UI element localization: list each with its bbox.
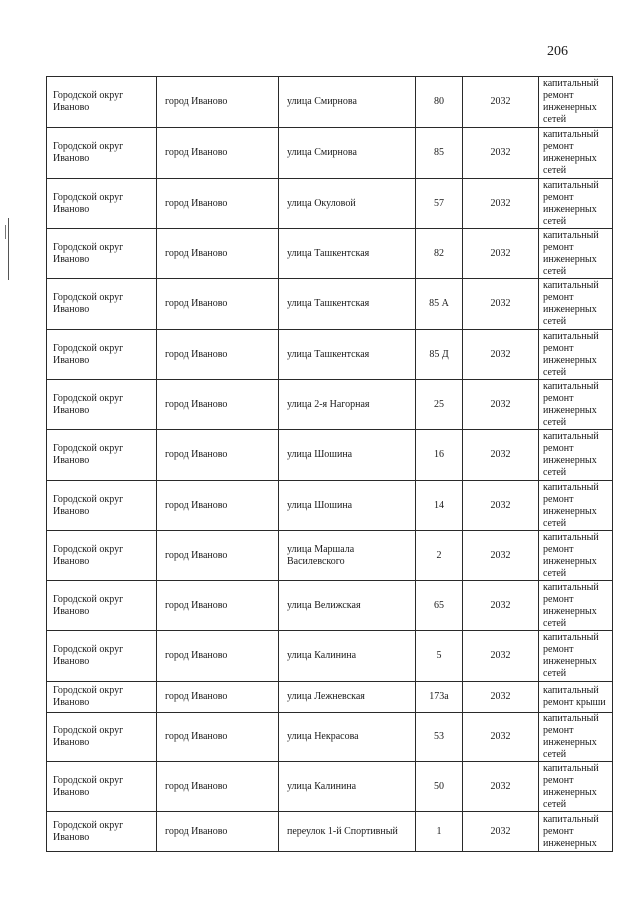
district-cell xyxy=(47,430,157,481)
margin-mark xyxy=(8,218,9,280)
year-cell: 2032 xyxy=(463,380,539,430)
district-cell xyxy=(47,581,157,631)
work-type-cell xyxy=(539,279,613,330)
district-line: Городской округ xyxy=(53,493,124,505)
street-cell: улица Лежневская xyxy=(279,682,416,713)
district-line: Иваново xyxy=(53,737,90,748)
work-type-cell xyxy=(539,713,613,762)
street-cell: улица Некрасова xyxy=(279,713,416,762)
work-type-line: капитальный xyxy=(543,179,599,191)
year-cell: 2032 xyxy=(463,77,539,128)
street-cell: улица Ташкентская xyxy=(279,330,416,380)
city-cell: город Иваново xyxy=(157,531,279,581)
work-type-line: инженерных xyxy=(543,737,597,748)
work-type-cell xyxy=(539,330,613,380)
work-type-cell xyxy=(539,481,613,531)
street-cell: улица Шошина xyxy=(279,481,416,531)
house-number-cell: 5 xyxy=(416,631,463,682)
work-type-line: инженерных xyxy=(543,837,597,849)
house-number-cell: 65 xyxy=(416,581,463,631)
table-row xyxy=(47,330,613,380)
work-type-cell xyxy=(539,430,613,481)
city-cell: город Иваново xyxy=(157,279,279,330)
city-cell: город Иваново xyxy=(157,380,279,430)
district-cell xyxy=(47,631,157,682)
district-line: Городской округ xyxy=(53,644,124,655)
table-row xyxy=(47,762,613,812)
street-cell: улица Смирнова xyxy=(279,128,416,179)
city-cell: город Иваново xyxy=(157,481,279,531)
work-type-line: ремонт xyxy=(543,90,574,101)
work-type-cell xyxy=(539,380,613,430)
district-cell xyxy=(47,762,157,812)
district-line: Иваново xyxy=(53,102,90,113)
district-cell xyxy=(47,77,157,128)
work-type-line: капитальный xyxy=(543,229,599,241)
work-type-cell xyxy=(539,229,613,279)
work-type-line: ремонт xyxy=(543,593,574,605)
work-type-line: капитальный xyxy=(543,481,599,493)
table-row xyxy=(47,631,613,682)
work-type-line: инженерных xyxy=(543,253,597,265)
work-type-line: инженерных xyxy=(543,304,597,315)
district-cell xyxy=(47,682,157,713)
street-cell: улица Маршала Василевского xyxy=(279,531,416,581)
year-cell: 2032 xyxy=(463,179,539,229)
district-line: Городской округ xyxy=(53,685,124,696)
district-cell xyxy=(47,713,157,762)
street-cell: улица Калинина xyxy=(279,762,416,812)
city-cell: город Иваново xyxy=(157,179,279,229)
work-type-line: капитальный xyxy=(543,380,599,392)
work-type-line: ремонт xyxy=(543,825,574,837)
work-type-line: ремонт xyxy=(543,443,574,454)
house-number-cell: 16 xyxy=(416,430,463,481)
work-type-cell xyxy=(539,128,613,179)
work-type-line: сетей xyxy=(543,316,567,327)
table-row xyxy=(47,812,613,852)
work-type-line: сетей xyxy=(543,165,567,176)
house-number-cell: 50 xyxy=(416,762,463,812)
work-type-line: ремонт xyxy=(543,292,574,303)
work-type-line: ремонт крыши xyxy=(543,697,606,708)
street-cell: улица Калинина xyxy=(279,631,416,682)
page-number: 206 xyxy=(547,44,568,59)
house-number-cell: 57 xyxy=(416,179,463,229)
work-type-line: ремонт xyxy=(543,493,574,505)
table-row xyxy=(47,229,613,279)
house-number-cell: 25 xyxy=(416,380,463,430)
street-cell: улица Ташкентская xyxy=(279,229,416,279)
work-type-line: капитальный xyxy=(543,632,599,643)
district-line: Иваново xyxy=(53,656,90,667)
work-type-cell xyxy=(539,77,613,128)
work-type-line: инженерных xyxy=(543,605,597,617)
year-cell: 2032 xyxy=(463,762,539,812)
year-cell: 2032 xyxy=(463,430,539,481)
district-line: Иваново xyxy=(53,605,90,617)
city-cell: город Иваново xyxy=(157,128,279,179)
work-type-cell xyxy=(539,531,613,581)
city-cell: город Иваново xyxy=(157,77,279,128)
street-cell: улица Шошина xyxy=(279,430,416,481)
street-cell: улица Велижская xyxy=(279,581,416,631)
work-type-line: сетей xyxy=(543,567,567,579)
year-cell: 2032 xyxy=(463,531,539,581)
work-type-line: инженерных xyxy=(543,786,597,798)
table-row xyxy=(47,581,613,631)
work-type-cell xyxy=(539,762,613,812)
table-row xyxy=(47,531,613,581)
table-row xyxy=(47,128,613,179)
work-type-line: капитальный xyxy=(543,280,599,291)
district-line: Иваново xyxy=(53,697,90,708)
work-type-line: ремонт xyxy=(543,543,574,555)
district-cell xyxy=(47,380,157,430)
work-type-line: сетей xyxy=(543,798,567,810)
district-line: Иваново xyxy=(53,354,90,366)
house-number-cell: 85 А xyxy=(416,279,463,330)
work-type-line: сетей xyxy=(543,517,567,529)
year-cell: 2032 xyxy=(463,279,539,330)
house-number-cell: 14 xyxy=(416,481,463,531)
work-type-line: сетей xyxy=(543,617,567,629)
work-type-line: инженерных xyxy=(543,354,597,366)
street-cell: улица Ташкентская xyxy=(279,279,416,330)
district-cell xyxy=(47,481,157,531)
work-type-line: инженерных xyxy=(543,404,597,416)
district-line: Иваново xyxy=(53,505,90,517)
district-line: Иваново xyxy=(53,203,90,215)
district-line: Городской округ xyxy=(53,725,124,736)
city-cell: город Иваново xyxy=(157,330,279,380)
work-type-line: капитальный xyxy=(543,129,599,140)
district-line: Иваново xyxy=(53,455,90,466)
table-row xyxy=(47,682,613,713)
work-type-cell xyxy=(539,812,613,852)
table-row xyxy=(47,713,613,762)
year-cell: 2032 xyxy=(463,128,539,179)
table-row xyxy=(47,77,613,128)
work-type-line: капитальный xyxy=(543,431,599,442)
work-type-line: ремонт xyxy=(543,392,574,404)
table-row xyxy=(47,380,613,430)
city-cell: город Иваново xyxy=(157,682,279,713)
district-line: Городской округ xyxy=(53,342,124,354)
street-cell: улица Окуловой xyxy=(279,179,416,229)
house-number-cell: 85 Д xyxy=(416,330,463,380)
housing-repair-table xyxy=(46,76,613,852)
district-line: Иваново xyxy=(53,404,90,416)
year-cell: 2032 xyxy=(463,581,539,631)
work-type-cell xyxy=(539,631,613,682)
work-type-line: ремонт xyxy=(543,774,574,786)
city-cell: город Иваново xyxy=(157,762,279,812)
margin-mark xyxy=(5,225,6,239)
house-number-cell: 82 xyxy=(416,229,463,279)
district-line: Иваново xyxy=(53,153,90,164)
city-cell: город Иваново xyxy=(157,581,279,631)
year-cell: 2032 xyxy=(463,330,539,380)
district-cell xyxy=(47,128,157,179)
district-cell xyxy=(47,279,157,330)
city-cell: город Иваново xyxy=(157,430,279,481)
district-line: Городской округ xyxy=(53,292,124,303)
table-row xyxy=(47,481,613,531)
work-type-line: ремонт xyxy=(543,191,574,203)
work-type-line: ремонт xyxy=(543,342,574,354)
district-line: Городской округ xyxy=(53,241,124,253)
house-number-cell: 80 xyxy=(416,77,463,128)
table-row xyxy=(47,179,613,229)
district-cell xyxy=(47,531,157,581)
work-type-line: капитальный xyxy=(543,713,599,724)
work-type-line: инженерных xyxy=(543,153,597,164)
district-line: Иваново xyxy=(53,304,90,315)
work-type-line: сетей xyxy=(543,416,567,428)
work-type-line: капитальный xyxy=(543,78,599,89)
table-row xyxy=(47,279,613,330)
work-type-line: инженерных xyxy=(543,555,597,567)
city-cell: город Иваново xyxy=(157,713,279,762)
work-type-line: капитальный xyxy=(543,762,599,774)
work-type-line: капитальный xyxy=(543,581,599,593)
work-type-line: инженерных xyxy=(543,505,597,517)
district-line: Иваново xyxy=(53,831,90,843)
district-line: Городской округ xyxy=(53,191,124,203)
district-cell xyxy=(47,812,157,852)
work-type-line: капитальный xyxy=(543,685,599,696)
house-number-cell: 2 xyxy=(416,531,463,581)
street-cell: улица Смирнова xyxy=(279,77,416,128)
house-number-cell: 1 xyxy=(416,812,463,852)
city-cell: город Иваново xyxy=(157,812,279,852)
work-type-line: ремонт xyxy=(543,725,574,736)
district-line: Городской округ xyxy=(53,90,124,101)
house-number-cell: 85 xyxy=(416,128,463,179)
work-type-cell xyxy=(539,581,613,631)
district-line: Городской округ xyxy=(53,543,124,555)
work-type-line: сетей xyxy=(543,467,567,478)
district-line: Иваново xyxy=(53,555,90,567)
district-line: Городской округ xyxy=(53,141,124,152)
work-type-line: инженерных xyxy=(543,203,597,215)
work-type-line: сетей xyxy=(543,215,567,227)
house-number-cell: 173а xyxy=(416,682,463,713)
district-line: Городской округ xyxy=(53,443,124,454)
work-type-line: сетей xyxy=(543,668,567,679)
year-cell: 2032 xyxy=(463,229,539,279)
city-cell: город Иваново xyxy=(157,631,279,682)
district-line: Иваново xyxy=(53,253,90,265)
work-type-line: капитальный xyxy=(543,531,599,543)
work-type-line: сетей xyxy=(543,114,567,125)
district-cell xyxy=(47,330,157,380)
work-type-line: инженерных xyxy=(543,102,597,113)
work-type-line: инженерных xyxy=(543,455,597,466)
work-type-line: инженерных xyxy=(543,656,597,667)
table-body xyxy=(47,77,613,852)
work-type-cell xyxy=(539,682,613,713)
street-cell: переулок 1-й Спортивный xyxy=(279,812,416,852)
district-line: Городской округ xyxy=(53,392,124,404)
work-type-line: ремонт xyxy=(543,141,574,152)
table-row xyxy=(47,430,613,481)
work-type-cell xyxy=(539,179,613,229)
year-cell: 2032 xyxy=(463,713,539,762)
year-cell: 2032 xyxy=(463,812,539,852)
district-cell xyxy=(47,179,157,229)
year-cell: 2032 xyxy=(463,481,539,531)
house-number-cell: 53 xyxy=(416,713,463,762)
year-cell: 2032 xyxy=(463,631,539,682)
district-line: Городской округ xyxy=(53,819,124,831)
work-type-line: ремонт xyxy=(543,644,574,655)
work-type-line: сетей xyxy=(543,749,567,760)
district-line: Городской округ xyxy=(53,774,124,786)
work-type-line: сетей xyxy=(543,265,567,277)
work-type-line: сетей xyxy=(543,366,567,378)
district-cell xyxy=(47,229,157,279)
work-type-line: капитальный xyxy=(543,330,599,342)
work-type-line: капитальный xyxy=(543,813,599,825)
work-type-line: ремонт xyxy=(543,241,574,253)
year-cell: 2032 xyxy=(463,682,539,713)
city-cell: город Иваново xyxy=(157,229,279,279)
street-cell: улица 2-я Нагорная xyxy=(279,380,416,430)
district-line: Городской округ xyxy=(53,593,124,605)
district-line: Иваново xyxy=(53,786,90,798)
